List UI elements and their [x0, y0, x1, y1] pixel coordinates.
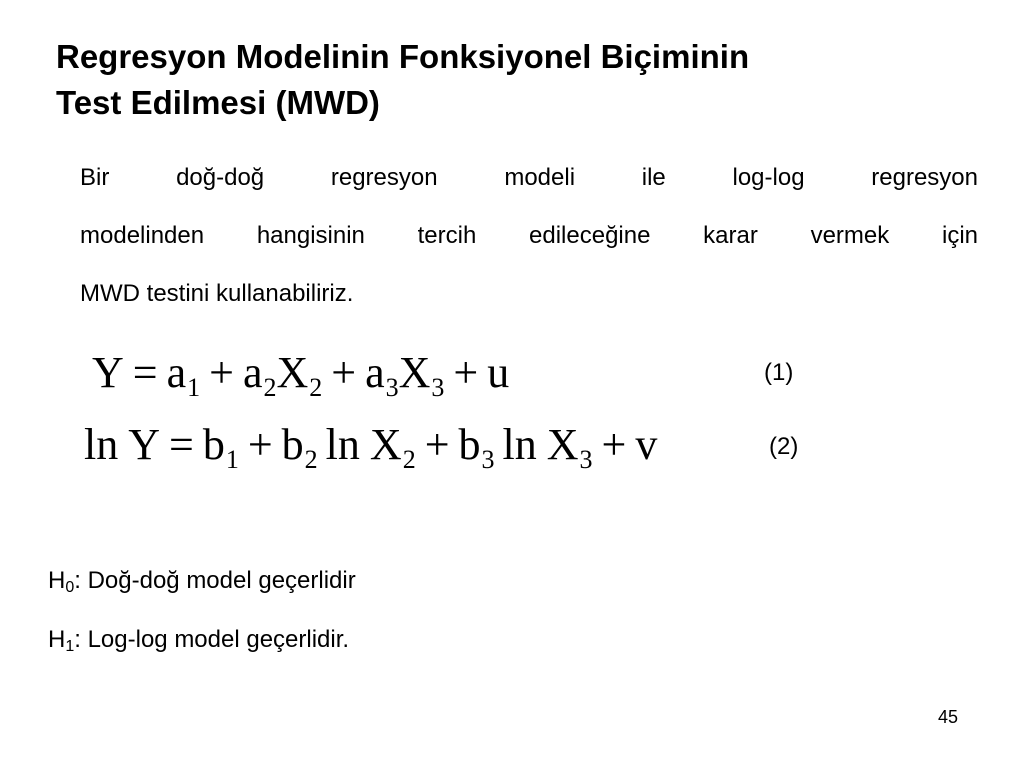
eq1-lhs: Y: [92, 348, 124, 397]
eq1-sub-3b: 3: [431, 373, 445, 402]
intro-line-3: MWD testini kullanabiliriz.: [80, 280, 354, 307]
eq1-sub-1: 1: [187, 373, 201, 402]
equation-1-number: (1): [764, 359, 794, 386]
eq1-a3: a: [365, 348, 385, 397]
eq2-b2: b: [281, 420, 304, 469]
eq1-plus-2: +: [331, 348, 357, 397]
eq2-b1: b: [202, 420, 225, 469]
eq1-plus-1: +: [209, 348, 234, 397]
intro-paragraph: [80, 149, 978, 323]
eq1-sub-3a: 3: [385, 373, 399, 402]
eq2-ln-2: ln: [325, 420, 360, 469]
slide-title: [56, 34, 956, 126]
eq2-sub-2a: 2: [304, 445, 318, 474]
eq1-x2: X: [276, 348, 309, 397]
eq1-sub-2b: 2: [309, 373, 323, 402]
eq2-x3: X: [546, 420, 579, 469]
equation-2: [84, 420, 658, 474]
eq1-plus-3: +: [453, 348, 479, 397]
title-line-1: Regresyon Modelinin Fonksiyonel Biçiminin: [56, 38, 750, 75]
eq2-ln-3: ln: [502, 420, 537, 469]
eq2-equals: =: [169, 420, 194, 469]
eq1-x3: X: [398, 348, 431, 397]
h1-subscript: 1: [65, 638, 75, 655]
eq1-a1: a: [166, 348, 187, 397]
equation-1: [92, 348, 510, 402]
intro-line-1: Bir doğ-doğ regresyon modeli ile log-log regresyon: [80, 164, 978, 191]
hypothesis-h0: [48, 566, 356, 596]
eq2-b3: b: [458, 420, 481, 469]
h0-letter: H: [48, 567, 66, 594]
eq2-sub-3b: 3: [579, 445, 593, 474]
h1-text: : Log-log model geçerlidir.: [74, 626, 350, 653]
eq2-ln-lhs: ln: [84, 420, 119, 469]
intro-line-2: modelinden hangisinin tercih edileceğine karar vermek için: [80, 222, 978, 249]
equation-2-number: (2): [769, 433, 799, 460]
title-line-2: Test Edilmesi (MWD): [56, 84, 380, 121]
eq2-sub-3a: 3: [481, 445, 495, 474]
eq2-plus-3: +: [601, 420, 627, 469]
eq2-plus-1: +: [247, 420, 273, 469]
h1-letter: H: [48, 626, 66, 653]
eq2-plus-2: +: [424, 420, 450, 469]
eq2-sub-2b: 2: [402, 445, 416, 474]
eq2-x2: X: [369, 420, 402, 469]
eq1-u: u: [487, 348, 510, 397]
eq2-v: v: [635, 420, 658, 469]
eq1-sub-2a: 2: [263, 373, 277, 402]
h0-subscript: 0: [65, 579, 75, 596]
page-number: 45: [938, 707, 959, 727]
eq1-equals: =: [132, 348, 158, 397]
eq2-lhs: Y: [128, 420, 161, 469]
hypothesis-h1: [48, 625, 349, 655]
h0-text: : Doğ-doğ model geçerlidir: [74, 567, 356, 594]
eq1-a2: a: [242, 348, 263, 397]
eq2-sub-1: 1: [225, 445, 239, 474]
